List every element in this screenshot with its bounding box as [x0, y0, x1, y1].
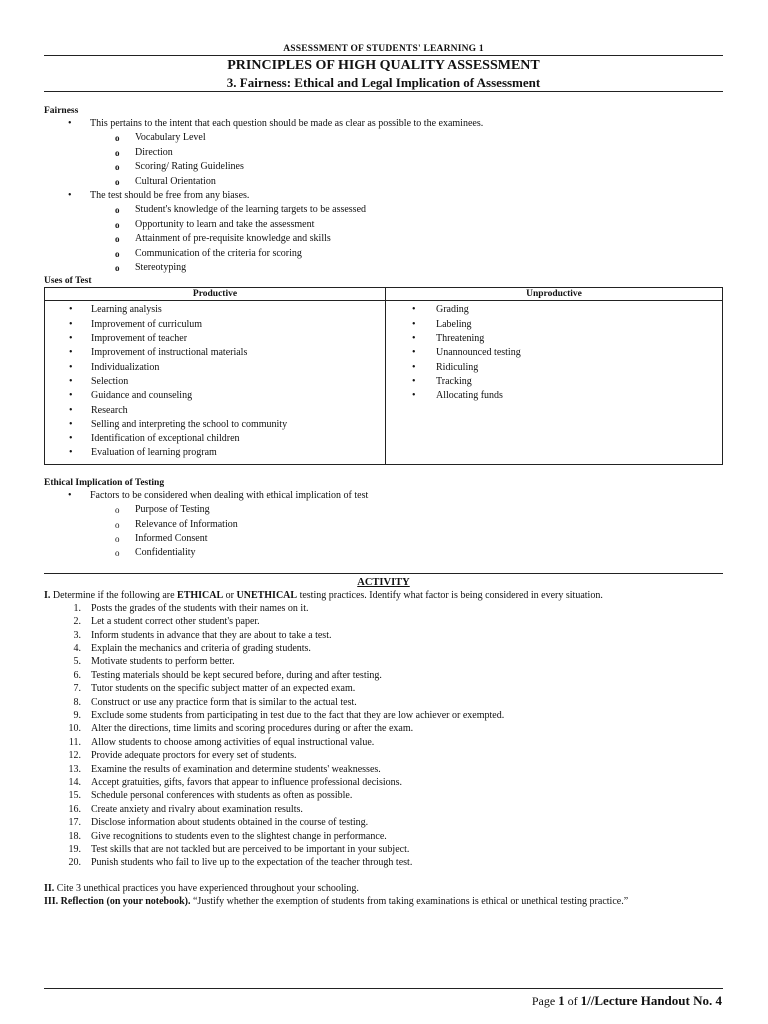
- bullet-icon: •: [69, 433, 73, 445]
- circle-bullet-icon: o: [115, 162, 120, 173]
- circle-bullet-icon: o: [115, 147, 120, 158]
- list-item: • Unannounced testing: [386, 346, 722, 360]
- numbered-item: 4. Explain the mechanics and criteria of grading students.: [73, 642, 311, 654]
- circle-bullet-icon: o: [115, 533, 120, 544]
- column-header-productive: Productive: [45, 288, 386, 301]
- list-item: o Confidentiality: [44, 546, 723, 560]
- numbered-item: 8. Construct or use any practice form that is similar to the actual test.: [73, 696, 357, 708]
- bullet-icon: •: [412, 375, 416, 387]
- list-item: • Individualization: [45, 361, 385, 375]
- activity-part-3: III. Reflection (on your notebook). “Justify whether the exemption of students from taking examinations is ethical or unethical testing practice.”: [44, 895, 629, 907]
- list-item: o Opportunity to learn and take the assessment: [44, 218, 723, 232]
- bullet-icon: •: [412, 390, 416, 402]
- circle-bullet-icon: o: [115, 176, 120, 187]
- list-item: o Direction: [44, 146, 723, 160]
- bullet-icon: •: [412, 318, 416, 330]
- numbered-item: 10. Alter the directions, time limits and scoring procedures during or after the exam.: [68, 723, 414, 735]
- numbered-item: 7. Tutor students on the specific subject matter of an expected exam.: [73, 683, 356, 695]
- list-item: o Student's knowledge of the learning targets to be assessed: [44, 203, 723, 217]
- document-page: [44, 44, 723, 908]
- document-subtitle: 3. Fairness: Ethical and Legal Implication of Assessment: [226, 75, 541, 90]
- bullet-icon: •: [412, 304, 416, 316]
- footer-rule: [44, 988, 723, 989]
- list-item: • Evaluation of learning program: [45, 446, 385, 460]
- header-rule-top: [44, 55, 723, 56]
- bullet-icon: •: [69, 318, 73, 330]
- list-item: • Research: [45, 404, 385, 418]
- unproductive-cell: [386, 301, 723, 464]
- bullet-icon: •: [69, 304, 73, 316]
- bullet-icon: •: [69, 447, 73, 459]
- list-item: o Relevance of Information: [44, 518, 723, 532]
- list-item: o Communication of the criteria for scoring: [44, 247, 723, 261]
- list-item: o Cultural Orientation: [44, 175, 723, 189]
- numbered-item: 20. Punish students who fail to live up to the expectation of the teacher through test.: [68, 857, 413, 869]
- activity-part-1-instructions: I. Determine if the following are ETHICAL or UNETHICAL testing practices. Identify what factor is being considered in every situation.: [44, 589, 603, 601]
- bullet-icon: •: [68, 190, 72, 202]
- list-item: • Selection: [45, 375, 385, 389]
- list-item: • Learning analysis: [45, 303, 385, 317]
- list-item: o Vocabulary Level: [44, 131, 723, 145]
- list-item: o Stereotyping: [44, 261, 723, 275]
- fairness-point-2-sublist: [44, 203, 723, 275]
- circle-bullet-icon: o: [115, 519, 120, 530]
- productive-cell: [45, 301, 386, 464]
- list-item: • Threatening: [386, 332, 722, 346]
- column-header-unproductive: Unproductive: [386, 288, 723, 301]
- bullet-icon: •: [69, 347, 73, 359]
- list-item: o Scoring/ Rating Guidelines: [44, 160, 723, 174]
- document-title: PRINCIPLES OF HIGH QUALITY ASSESSMENT: [227, 58, 540, 73]
- list-item: • Identification of exceptional children: [45, 432, 385, 446]
- list-item: o Purpose of Testing: [44, 503, 723, 517]
- bullet-icon: •: [69, 361, 73, 373]
- list-item: • Tracking: [386, 375, 722, 389]
- ethical-heading: Ethical Implication of Testing: [44, 477, 165, 488]
- list-item: • Guidance and counseling: [45, 389, 385, 403]
- numbered-item: 17. Disclose information about students obtained in the course of testing.: [68, 817, 369, 829]
- bullet-icon: •: [412, 333, 416, 345]
- bullet-icon: •: [69, 375, 73, 387]
- numbered-item: 12. Provide adequate proctors for every set of students.: [68, 750, 297, 762]
- page-footer: Page 1 of 1//Lecture Handout No. 4: [531, 993, 722, 1008]
- numbered-item: 1. Posts the grades of the students with their names on it.: [73, 602, 309, 614]
- numbered-item: 3. Inform students in advance that they are about to take a test.: [73, 629, 332, 641]
- bullet-icon: •: [69, 390, 73, 402]
- activity-rule: [44, 573, 723, 574]
- circle-bullet-icon: o: [115, 548, 120, 559]
- numbered-item: 13. Examine the results of examination and determine students' weaknesses.: [68, 763, 381, 775]
- ethical-point: • Factors to be considered when dealing with ethical implication of test: [44, 489, 723, 503]
- bullet-icon: •: [69, 404, 73, 416]
- list-item: • Improvement of curriculum: [45, 318, 385, 332]
- numbered-item: 19. Test skills that are not tackled but are perceived to be important in your subject.: [68, 844, 410, 856]
- list-item: o Attainment of pre-requisite knowledge and skills: [44, 232, 723, 246]
- activity-numbered-list: [44, 602, 723, 870]
- list-item: • Allocating funds: [386, 389, 722, 403]
- list-item: • Labeling: [386, 318, 722, 332]
- numbered-item: 6. Testing materials should be kept secured before, during and after testing.: [73, 669, 382, 681]
- fairness-heading: Fairness: [44, 106, 79, 116]
- list-item: • Improvement of teacher: [45, 332, 385, 346]
- activity-part-2: II. Cite 3 unethical practices you have experienced throughout your schooling.: [44, 882, 359, 894]
- course-header: ASSESSMENT OF STUDENTS' LEARNING 1: [283, 44, 484, 54]
- list-item: • Grading: [386, 303, 722, 317]
- numbered-item: 14. Accept gratuities, gifts, favors that appear to influence professional decisions.: [68, 777, 403, 789]
- bullet-icon: •: [412, 347, 416, 359]
- uses-heading: Uses of Test: [44, 276, 92, 287]
- fairness-point-1: • This pertains to the intent that each question should be made as clear as possible to the examinees.: [44, 117, 723, 131]
- list-item: • Improvement of instructional materials: [45, 346, 385, 360]
- numbered-item: 2. Let a student correct other student's paper.: [73, 616, 260, 628]
- circle-bullet-icon: o: [115, 234, 120, 245]
- numbered-item: 5. Motivate students to perform better.: [73, 656, 235, 668]
- circle-bullet-icon: o: [115, 219, 120, 230]
- numbered-item: 9. Exclude some students from participating in test due to the fact that they are low achiever or exempted.: [73, 710, 505, 722]
- numbered-item: 16. Create anxiety and rivalry about examination results.: [68, 803, 303, 815]
- numbered-item: 11. Allow students to choose among activities of equal instructional value.: [68, 736, 375, 748]
- numbered-item: 15. Schedule personal conferences with students as often as possible.: [68, 790, 353, 802]
- list-item: • Ridiculing: [386, 361, 722, 375]
- circle-bullet-icon: o: [115, 505, 120, 516]
- bullet-icon: •: [412, 361, 416, 373]
- fairness-point-1-sublist: [44, 131, 723, 189]
- uses-of-test-table: [44, 287, 723, 464]
- ethical-sublist: [44, 503, 723, 561]
- bullet-icon: •: [68, 489, 72, 501]
- fairness-point-2: • The test should be free from any biases.: [44, 189, 723, 203]
- bullet-icon: •: [69, 333, 73, 345]
- circle-bullet-icon: o: [115, 263, 120, 274]
- list-item: o Informed Consent: [44, 532, 723, 546]
- activity-title: ACTIVITY: [357, 576, 410, 588]
- bullet-icon: •: [69, 418, 73, 430]
- bullet-icon: •: [68, 118, 72, 129]
- circle-bullet-icon: o: [115, 248, 120, 259]
- numbered-item: 18. Give recognitions to students even to the slightest change in performance.: [68, 830, 387, 842]
- list-item: • Selling and interpreting the school to community: [45, 418, 385, 432]
- circle-bullet-icon: o: [115, 205, 120, 216]
- circle-bullet-icon: o: [115, 133, 120, 144]
